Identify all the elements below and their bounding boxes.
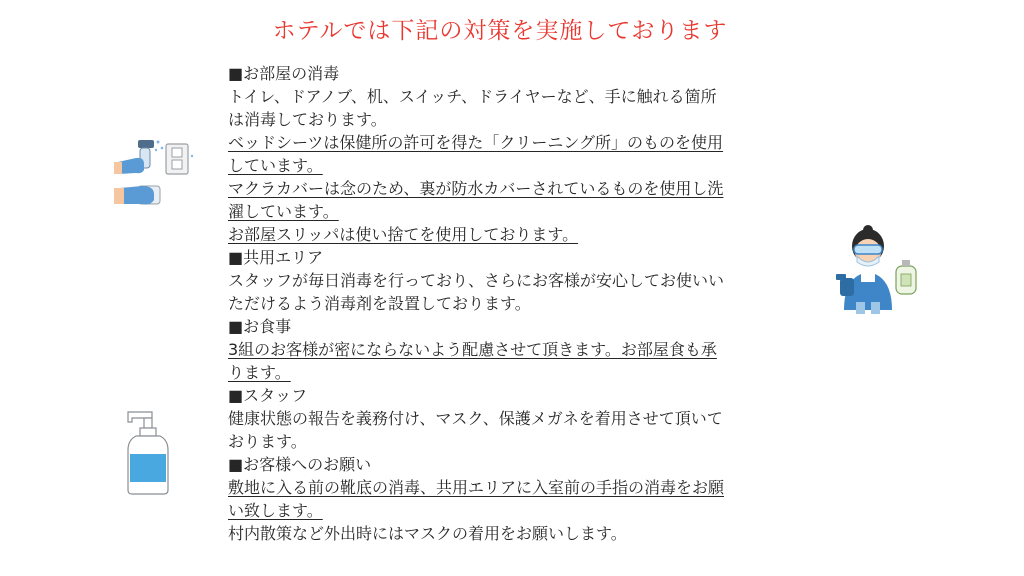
section-heading: ■お部屋の消毒	[228, 64, 340, 83]
measure-text-line	[228, 223, 828, 246]
measure-text-line	[228, 361, 828, 384]
section-heading: ■お食事	[228, 317, 292, 336]
measure-text-line	[228, 200, 828, 223]
underlined-text: マクラカバーは念のため、裏が防水カバーされているものを使用し洗	[228, 179, 724, 198]
measure-text-line	[228, 154, 828, 177]
measure-text-line	[228, 476, 828, 499]
underlined-text: 3組のお客様が密にならないよう配慮させて頂きます。お部屋食も承	[228, 340, 717, 359]
underlined-text: しています。	[228, 156, 323, 175]
underlined-text: お部屋スリッパは使い捨てを使用しております。	[228, 225, 579, 244]
sanitizer-bottle-icon	[122, 402, 174, 502]
underlined-text: 敷地に入る前の靴底の消毒、共用エリアに入室前の手指の消毒をお願	[228, 478, 725, 497]
section-heading: ■お客様へのお願い	[228, 455, 372, 474]
underlined-text: ベッドシーツは保健所の許可を得た「クリーニング所」のものを使用	[228, 133, 724, 152]
measure-text-line	[228, 177, 828, 200]
section-heading: ■スタッフ	[228, 386, 308, 405]
measure-text-line: 村内散策など外出時にはマスクの着用をお願いします。	[228, 524, 627, 543]
underlined-text: 濯しています。	[228, 202, 339, 221]
measure-text-line	[228, 499, 828, 522]
underlined-text: ります。	[228, 363, 291, 382]
measure-text-line: は消毒しております。	[228, 110, 387, 129]
measure-text-line: トイレ、ドアノブ、机、スイッチ、ドライヤーなど、手に触れる箇所	[228, 87, 717, 106]
measure-text-line	[228, 338, 828, 361]
measure-text-line: 健康状態の報告を義務付け、マスク、保護メガネを着用させて頂いて	[228, 409, 723, 428]
measure-text-line	[228, 131, 828, 154]
page-title: ホテルでは下記の対策を実施しております	[272, 18, 728, 44]
section-heading: ■共用エリア	[228, 248, 324, 267]
measure-text-line: おります。	[228, 432, 307, 451]
measure-text-line: ただけるよう消毒剤を設置しております。	[228, 294, 531, 313]
underlined-text: い致します。	[228, 501, 323, 520]
hand-spray-cleaning-icon	[114, 136, 196, 220]
measure-text-line: スタッフが毎日消毒を行っており、さらにお客様が安心してお使いい	[228, 271, 725, 290]
masked-staff-icon	[828, 224, 924, 320]
measures-list	[228, 62, 828, 545]
